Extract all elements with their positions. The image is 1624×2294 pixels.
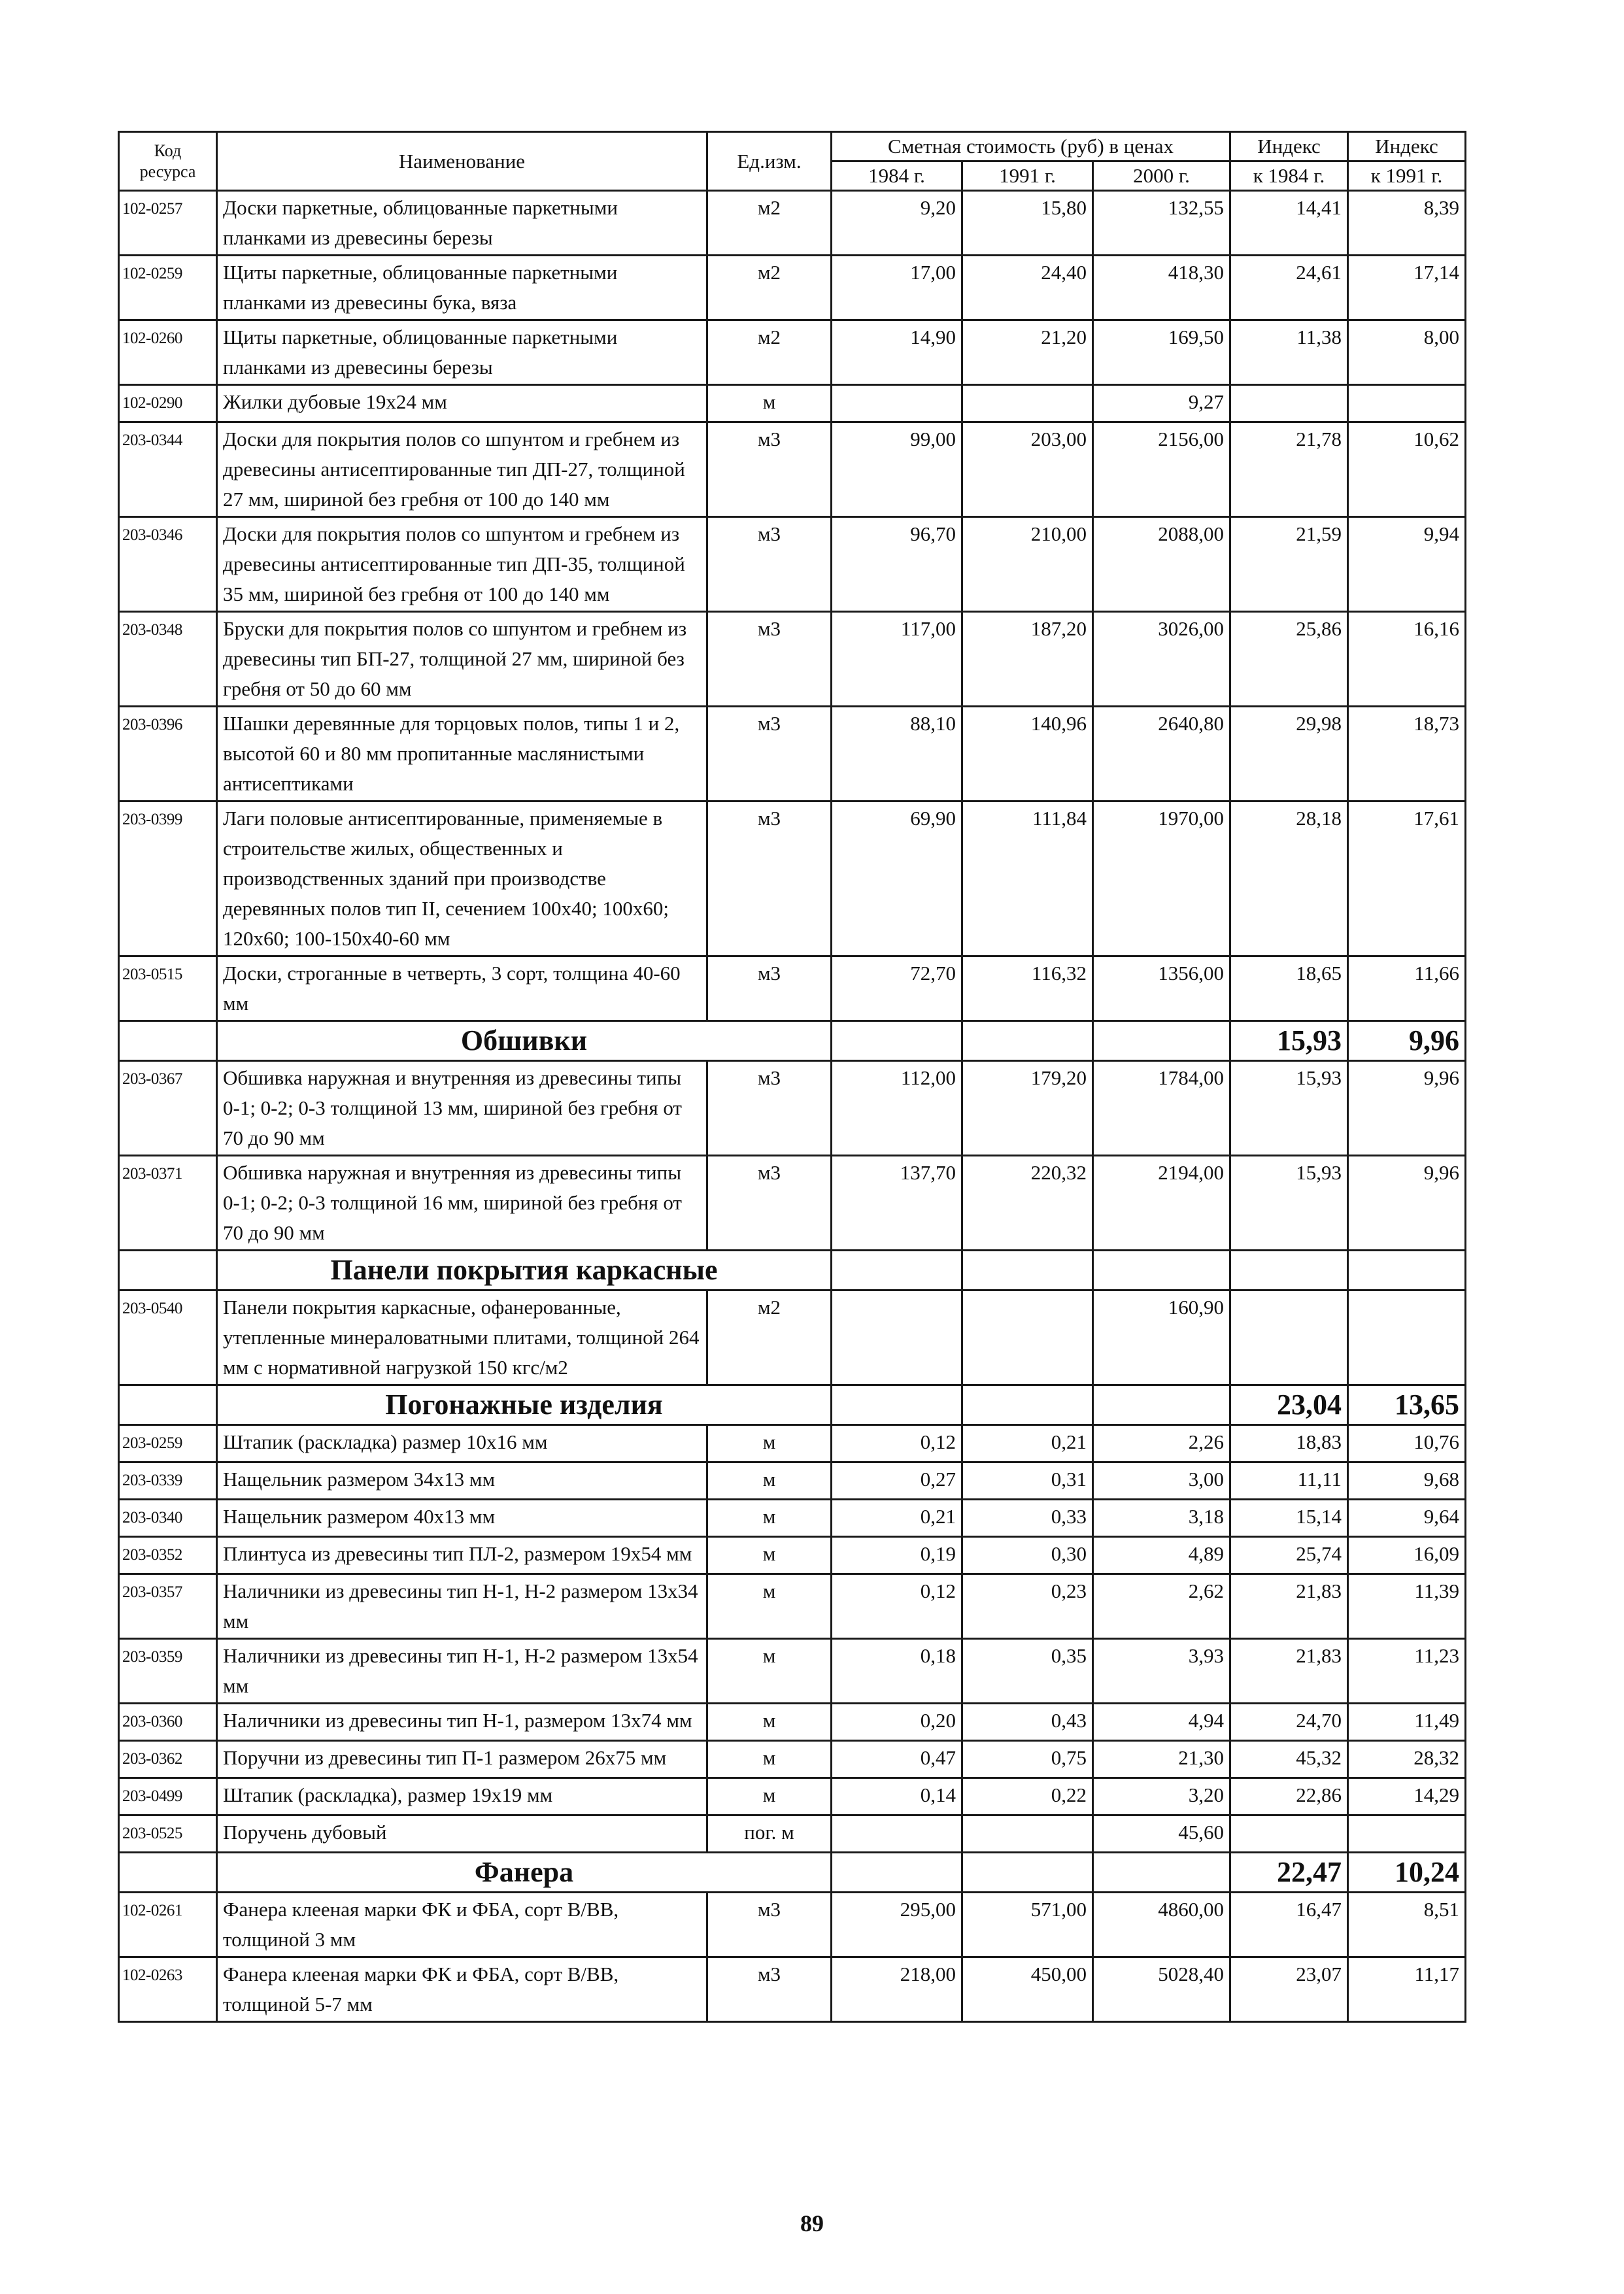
- price-1991: 203,00: [962, 422, 1093, 517]
- table-row: [119, 256, 1466, 320]
- price-2000: 9,27: [1093, 385, 1230, 422]
- index-1984: 15,93: [1230, 1061, 1348, 1156]
- section-empty-cell: [1093, 1853, 1230, 1893]
- unit-cell: м2: [707, 320, 832, 385]
- resource-code: 102-0263: [119, 1957, 217, 2022]
- index-1991: 8,51: [1348, 1893, 1466, 1957]
- price-1984: 72,70: [832, 956, 962, 1021]
- price-1991: 111,84: [962, 801, 1093, 956]
- table-row: [119, 1537, 1466, 1574]
- price-1984: 17,00: [832, 256, 962, 320]
- price-1984: [832, 385, 962, 422]
- price-1984: 88,10: [832, 707, 962, 801]
- resource-code: 203-0515: [119, 956, 217, 1021]
- unit-cell: м3: [707, 1156, 832, 1251]
- price-2000: 160,90: [1093, 1290, 1230, 1385]
- price-2000: 1356,00: [1093, 956, 1230, 1021]
- resource-name: Доски, строганные в четверть, 3 сорт, толщина 40-60 мм: [217, 956, 707, 1021]
- price-2000: 418,30: [1093, 256, 1230, 320]
- price-1991: 21,20: [962, 320, 1093, 385]
- unit-cell: м: [707, 1500, 832, 1537]
- index-1991: 9,64: [1348, 1500, 1466, 1537]
- price-2000: 3,18: [1093, 1500, 1230, 1537]
- resource-name: Нащельник размером 40х13 мм: [217, 1500, 707, 1537]
- table-row: [119, 1957, 1466, 2022]
- index-1984: 24,61: [1230, 256, 1348, 320]
- index-1984: 16,47: [1230, 1893, 1348, 1957]
- unit-cell: м3: [707, 517, 832, 612]
- resource-name: Наличники из древесины тип Н-1, Н-2 размером 13х34 мм: [217, 1574, 707, 1639]
- price-1984: [832, 1815, 962, 1853]
- price-1991: 0,33: [962, 1500, 1093, 1537]
- table-row: [119, 1061, 1466, 1156]
- resource-code: 203-0352: [119, 1537, 217, 1574]
- section-row: [119, 1385, 1466, 1425]
- price-2000: 45,60: [1093, 1815, 1230, 1853]
- unit-cell: м3: [707, 801, 832, 956]
- resource-name: Плинтуса из древесины тип ПЛ-2, размером 19х54 мм: [217, 1537, 707, 1574]
- resource-name: Штапик (раскладка) размер 10х16 мм: [217, 1425, 707, 1462]
- price-1991: 0,75: [962, 1741, 1093, 1778]
- resource-name: Поручень дубовый: [217, 1815, 707, 1853]
- unit-cell: м: [707, 1778, 832, 1815]
- price-1984: 0,27: [832, 1462, 962, 1500]
- table-row: [119, 1741, 1466, 1778]
- resource-name: Шашки деревянные для торцовых полов, типы 1 и 2, высотой 60 и 80 мм пропитанные маслянистыми антисептиками: [217, 707, 707, 801]
- section-index-1984: 15,93: [1230, 1021, 1348, 1061]
- resource-name: Панели покрытия каркасные, офанерованные, утепленные минераловатными плитами, толщиной 264 мм с нормативной нагрузкой 150 кгс/м2: [217, 1290, 707, 1385]
- unit-cell: м: [707, 1425, 832, 1462]
- section-index-1991: 10,24: [1348, 1853, 1466, 1893]
- price-1991: 0,43: [962, 1704, 1093, 1741]
- resource-name: Нащельник размером 34х13 мм: [217, 1462, 707, 1500]
- section-index-1984: [1230, 1251, 1348, 1290]
- index-1984: 14,41: [1230, 191, 1348, 256]
- price-1991: 210,00: [962, 517, 1093, 612]
- index-1991: 17,61: [1348, 801, 1466, 956]
- section-empty-cell: [1093, 1251, 1230, 1290]
- header-code: Код ресурса: [119, 132, 217, 191]
- resource-name: Доски паркетные, облицованные паркетными планками из древесины березы: [217, 191, 707, 256]
- resource-code: 203-0371: [119, 1156, 217, 1251]
- index-1984: 11,38: [1230, 320, 1348, 385]
- resource-code: 203-0362: [119, 1741, 217, 1778]
- resource-code: 203-0259: [119, 1425, 217, 1462]
- section-index-1991: [1348, 1251, 1466, 1290]
- index-1984: 25,86: [1230, 612, 1348, 707]
- price-2000: 2194,00: [1093, 1156, 1230, 1251]
- unit-cell: м: [707, 1704, 832, 1741]
- table-row: [119, 1425, 1466, 1462]
- table-row: [119, 1893, 1466, 1957]
- resource-code: 203-0360: [119, 1704, 217, 1741]
- index-1991: 18,73: [1348, 707, 1466, 801]
- index-1991: 8,00: [1348, 320, 1466, 385]
- price-1991: 0,21: [962, 1425, 1093, 1462]
- index-1991: 11,17: [1348, 1957, 1466, 2022]
- price-1991: 116,32: [962, 956, 1093, 1021]
- resource-code: 102-0261: [119, 1893, 217, 1957]
- price-1991: 187,20: [962, 612, 1093, 707]
- price-1984: 137,70: [832, 1156, 962, 1251]
- resource-name: Наличники из древесины тип Н-1, Н-2 размером 13х54 мм: [217, 1639, 707, 1704]
- table-row: [119, 517, 1466, 612]
- section-empty-cell: [962, 1853, 1093, 1893]
- price-1984: 117,00: [832, 612, 962, 707]
- table-row: [119, 1704, 1466, 1741]
- index-1991: [1348, 1290, 1466, 1385]
- index-1991: 9,68: [1348, 1462, 1466, 1500]
- price-2000: 3,00: [1093, 1462, 1230, 1500]
- index-1984: 28,18: [1230, 801, 1348, 956]
- index-1984: [1230, 385, 1348, 422]
- price-1984: 0,12: [832, 1574, 962, 1639]
- index-1984: 15,93: [1230, 1156, 1348, 1251]
- price-1991: [962, 1290, 1093, 1385]
- price-2000: 2,26: [1093, 1425, 1230, 1462]
- unit-cell: м3: [707, 956, 832, 1021]
- section-index-1984: 22,47: [1230, 1853, 1348, 1893]
- price-1984: 0,21: [832, 1500, 962, 1537]
- unit-cell: м: [707, 1741, 832, 1778]
- section-code-cell: [119, 1021, 217, 1061]
- price-1991: 15,80: [962, 191, 1093, 256]
- table-row: [119, 801, 1466, 956]
- resource-name: Обшивка наружная и внутренняя из древесины типы 0-1; 0-2; 0-3 толщиной 16 мм, шириной без гребня от 70 до 90 мм: [217, 1156, 707, 1251]
- index-1984: [1230, 1290, 1348, 1385]
- section-empty-cell: [1093, 1021, 1230, 1061]
- price-2000: 3026,00: [1093, 612, 1230, 707]
- section-title: Фанера: [217, 1853, 832, 1893]
- price-2000: 169,50: [1093, 320, 1230, 385]
- price-2000: 4,94: [1093, 1704, 1230, 1741]
- resource-code: 203-0339: [119, 1462, 217, 1500]
- price-2000: 2088,00: [1093, 517, 1230, 612]
- section-title: Обшивки: [217, 1021, 832, 1061]
- resource-code: 203-0359: [119, 1639, 217, 1704]
- index-1991: [1348, 385, 1466, 422]
- resource-name: Жилки дубовые 19х24 мм: [217, 385, 707, 422]
- table-row: [119, 1778, 1466, 1815]
- header-unit: Ед.изм.: [707, 132, 832, 191]
- index-1991: 10,62: [1348, 422, 1466, 517]
- table-row: [119, 1500, 1466, 1537]
- unit-cell: м3: [707, 1893, 832, 1957]
- index-1991: 11,39: [1348, 1574, 1466, 1639]
- price-2000: 5028,40: [1093, 1957, 1230, 2022]
- table-row: [119, 191, 1466, 256]
- price-2000: 2640,80: [1093, 707, 1230, 801]
- section-code-cell: [119, 1853, 217, 1893]
- page-number: 89: [800, 2210, 824, 2236]
- index-1991: 11,66: [1348, 956, 1466, 1021]
- header-index-1991-top: Индекс: [1348, 132, 1466, 161]
- section-title: Погонажные изделия: [217, 1385, 832, 1425]
- resource-name: Наличники из древесины тип Н-1, размером 13х74 мм: [217, 1704, 707, 1741]
- header-name: Наименование: [217, 132, 707, 191]
- price-2000: 4860,00: [1093, 1893, 1230, 1957]
- unit-cell: м3: [707, 422, 832, 517]
- unit-cell: м: [707, 1574, 832, 1639]
- index-1991: 10,76: [1348, 1425, 1466, 1462]
- price-1984: 0,12: [832, 1425, 962, 1462]
- price-2000: 21,30: [1093, 1741, 1230, 1778]
- index-1991: 16,09: [1348, 1537, 1466, 1574]
- index-1984: 45,32: [1230, 1741, 1348, 1778]
- resource-name: Фанера клееная марки ФК и ФБА, сорт В/ВВ, толщиной 3 мм: [217, 1893, 707, 1957]
- resource-name: Щиты паркетные, облицованные паркетными планками из древесины березы: [217, 320, 707, 385]
- index-1991: 9,96: [1348, 1156, 1466, 1251]
- unit-cell: м2: [707, 256, 832, 320]
- resource-code: 203-0346: [119, 517, 217, 612]
- resource-code: 203-0396: [119, 707, 217, 801]
- section-index-1984: 23,04: [1230, 1385, 1348, 1425]
- table-row: [119, 1639, 1466, 1704]
- resource-name: Поручни из древесины тип П-1 размером 26х75 мм: [217, 1741, 707, 1778]
- resource-code: 203-0348: [119, 612, 217, 707]
- price-1991: 140,96: [962, 707, 1093, 801]
- resource-name: Доски для покрытия полов со шпунтом и гребнем из древесины антисептированные тип ДП-35, толщиной 35 мм, шириной без гребня от 100 до 140 мм: [217, 517, 707, 612]
- header-year-1984: 1984 г.: [832, 161, 962, 191]
- resource-code: 203-0525: [119, 1815, 217, 1853]
- table-row: [119, 320, 1466, 385]
- header-index-1991-bottom: к 1991 г.: [1348, 161, 1466, 191]
- section-row: [119, 1021, 1466, 1061]
- resource-name: Щиты паркетные, облицованные паркетными планками из древесины бука, вяза: [217, 256, 707, 320]
- index-1991: 28,32: [1348, 1741, 1466, 1778]
- section-code-cell: [119, 1251, 217, 1290]
- resource-code: 102-0257: [119, 191, 217, 256]
- index-1991: 9,94: [1348, 517, 1466, 612]
- index-1991: 8,39: [1348, 191, 1466, 256]
- section-index-1991: 13,65: [1348, 1385, 1466, 1425]
- table-body: [119, 191, 1466, 2022]
- section-empty-cell: [832, 1251, 962, 1290]
- resource-code: 203-0340: [119, 1500, 217, 1537]
- price-2000: 132,55: [1093, 191, 1230, 256]
- index-1984: 23,07: [1230, 1957, 1348, 2022]
- resource-code: 203-0344: [119, 422, 217, 517]
- index-1984: 21,83: [1230, 1639, 1348, 1704]
- section-empty-cell: [832, 1385, 962, 1425]
- table-header: [119, 132, 1466, 191]
- resource-code: 203-0499: [119, 1778, 217, 1815]
- price-1991: [962, 385, 1093, 422]
- price-1991: [962, 1815, 1093, 1853]
- unit-cell: м: [707, 1537, 832, 1574]
- resource-name: Бруски для покрытия полов со шпунтом и гребнем из древесины тип БП-27, толщиной 27 мм, шириной без гребня от 50 до 60 мм: [217, 612, 707, 707]
- unit-cell: м3: [707, 1061, 832, 1156]
- price-1984: 0,20: [832, 1704, 962, 1741]
- price-1984: 0,19: [832, 1537, 962, 1574]
- price-1984: 0,47: [832, 1741, 962, 1778]
- section-title: Панели покрытия каркасные: [217, 1251, 832, 1290]
- index-1991: 14,29: [1348, 1778, 1466, 1815]
- resource-name: Фанера клееная марки ФК и ФБА, сорт В/ВВ, толщиной 5-7 мм: [217, 1957, 707, 2022]
- index-1984: 22,86: [1230, 1778, 1348, 1815]
- resource-code: 102-0260: [119, 320, 217, 385]
- index-1991: 11,23: [1348, 1639, 1466, 1704]
- unit-cell: м2: [707, 191, 832, 256]
- unit-cell: м3: [707, 612, 832, 707]
- price-1991: 24,40: [962, 256, 1093, 320]
- index-1991: 16,16: [1348, 612, 1466, 707]
- price-2000: 1784,00: [1093, 1061, 1230, 1156]
- resource-code: 203-0357: [119, 1574, 217, 1639]
- index-1984: 21,59: [1230, 517, 1348, 612]
- price-2000: 3,20: [1093, 1778, 1230, 1815]
- price-1991: 0,30: [962, 1537, 1093, 1574]
- price-1991: 450,00: [962, 1957, 1093, 2022]
- table-row: [119, 1462, 1466, 1500]
- price-1984: 99,00: [832, 422, 962, 517]
- price-1984: 0,14: [832, 1778, 962, 1815]
- table-row: [119, 1815, 1466, 1853]
- table-row: [119, 956, 1466, 1021]
- header-index-1984-top: Индекс: [1230, 132, 1348, 161]
- index-1991: 11,49: [1348, 1704, 1466, 1741]
- section-row: [119, 1251, 1466, 1290]
- price-1991: 220,32: [962, 1156, 1093, 1251]
- header-year-2000: 2000 г.: [1093, 161, 1230, 191]
- unit-cell: м: [707, 1462, 832, 1500]
- section-index-1991: 9,96: [1348, 1021, 1466, 1061]
- index-1984: 24,70: [1230, 1704, 1348, 1741]
- price-1984: 0,18: [832, 1639, 962, 1704]
- price-1991: 0,31: [962, 1462, 1093, 1500]
- price-1991: 0,23: [962, 1574, 1093, 1639]
- price-2000: 2,62: [1093, 1574, 1230, 1639]
- price-1984: 112,00: [832, 1061, 962, 1156]
- resource-name: Доски для покрытия полов со шпунтом и гребнем из древесины антисептированные тип ДП-27, толщиной 27 мм, шириной без гребня от 100 до 140 мм: [217, 422, 707, 517]
- section-code-cell: [119, 1385, 217, 1425]
- index-1984: 21,78: [1230, 422, 1348, 517]
- price-2000: 2156,00: [1093, 422, 1230, 517]
- price-2000: 3,93: [1093, 1639, 1230, 1704]
- price-1984: [832, 1290, 962, 1385]
- unit-cell: м3: [707, 1957, 832, 2022]
- section-row: [119, 1853, 1466, 1893]
- index-1984: 11,11: [1230, 1462, 1348, 1500]
- index-1984: 18,65: [1230, 956, 1348, 1021]
- table-row: [119, 612, 1466, 707]
- price-1984: 9,20: [832, 191, 962, 256]
- price-2000: 4,89: [1093, 1537, 1230, 1574]
- section-empty-cell: [962, 1251, 1093, 1290]
- resource-name: Обшивка наружная и внутренняя из древесины типы 0-1; 0-2; 0-3 толщиной 13 мм, шириной без гребня от 70 до 90 мм: [217, 1061, 707, 1156]
- index-1991: 17,14: [1348, 256, 1466, 320]
- resource-code: 102-0290: [119, 385, 217, 422]
- price-1991: 0,22: [962, 1778, 1093, 1815]
- section-empty-cell: [832, 1021, 962, 1061]
- resource-code: 203-0399: [119, 801, 217, 956]
- resource-code: 203-0540: [119, 1290, 217, 1385]
- unit-cell: пог. м: [707, 1815, 832, 1853]
- resource-code: 203-0367: [119, 1061, 217, 1156]
- index-1991: 9,96: [1348, 1061, 1466, 1156]
- header-index-1984-bottom: к 1984 г.: [1230, 161, 1348, 191]
- price-1991: 179,20: [962, 1061, 1093, 1156]
- table-row: [119, 1290, 1466, 1385]
- index-1984: 29,98: [1230, 707, 1348, 801]
- resource-code: 102-0259: [119, 256, 217, 320]
- unit-cell: м2: [707, 1290, 832, 1385]
- index-1984: 15,14: [1230, 1500, 1348, 1537]
- section-empty-cell: [962, 1385, 1093, 1425]
- resource-name: Лаги половые антисептированные, применяемые в строительстве жилых, общественных и производственных зданий при производстве деревянных полов тип II, сечением 100х40; 100х60; 120х60; 100-150х40-60 мм: [217, 801, 707, 956]
- index-1984: 25,74: [1230, 1537, 1348, 1574]
- unit-cell: м: [707, 385, 832, 422]
- price-1984: 14,90: [832, 320, 962, 385]
- header-cost-group: Сметная стоимость (руб) в ценах: [832, 132, 1230, 161]
- section-empty-cell: [832, 1853, 962, 1893]
- index-1984: 18,83: [1230, 1425, 1348, 1462]
- price-1984: 96,70: [832, 517, 962, 612]
- table-row: [119, 1156, 1466, 1251]
- price-1984: 218,00: [832, 1957, 962, 2022]
- unit-cell: м3: [707, 707, 832, 801]
- price-1984: 295,00: [832, 1893, 962, 1957]
- section-empty-cell: [962, 1021, 1093, 1061]
- section-empty-cell: [1093, 1385, 1230, 1425]
- table-row: [119, 385, 1466, 422]
- index-1984: 21,83: [1230, 1574, 1348, 1639]
- price-1984: 69,90: [832, 801, 962, 956]
- resource-name: Штапик (раскладка), размер 19х19 мм: [217, 1778, 707, 1815]
- unit-cell: м: [707, 1639, 832, 1704]
- price-1991: 0,35: [962, 1639, 1093, 1704]
- table-row: [119, 1574, 1466, 1639]
- price-1991: 571,00: [962, 1893, 1093, 1957]
- price-2000: 1970,00: [1093, 801, 1230, 956]
- table-row: [119, 422, 1466, 517]
- index-1984: [1230, 1815, 1348, 1853]
- header-year-1991: 1991 г.: [962, 161, 1093, 191]
- table-row: [119, 707, 1466, 801]
- index-1991: [1348, 1815, 1466, 1853]
- price-table: [118, 131, 1466, 2023]
